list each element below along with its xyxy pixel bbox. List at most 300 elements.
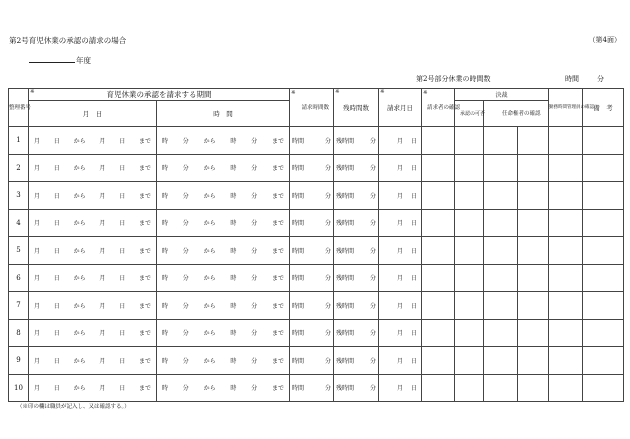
remarks-cell[interactable] — [583, 154, 624, 182]
appointer-confirm-cell[interactable] — [484, 347, 518, 375]
table-row — [9, 347, 624, 375]
until-label: まで — [271, 137, 284, 145]
attendance-confirm-cell[interactable] — [549, 154, 583, 182]
hour-label: 時 — [230, 192, 237, 200]
month-label: 月 — [99, 247, 106, 255]
appointer-confirm-cell-2[interactable] — [518, 347, 549, 375]
approval-cell[interactable] — [455, 319, 484, 347]
month-label: 月 — [99, 385, 106, 393]
day-label: 日 — [410, 302, 417, 310]
hour-label: 時 — [162, 302, 169, 310]
day-label: 日 — [410, 247, 417, 255]
row-number: 5 — [9, 237, 29, 265]
month-label: 月 — [99, 330, 106, 338]
minute-label: 分 — [324, 165, 331, 173]
appointer-confirm-cell[interactable] — [484, 319, 518, 347]
hour-label: 時 — [230, 220, 237, 228]
hour-label: 時 — [230, 385, 237, 393]
hour-label: 時 — [162, 385, 169, 393]
appointer-confirm-cell-2[interactable] — [518, 374, 549, 402]
minute-label: 分 — [182, 165, 189, 173]
date-range-cell[interactable] — [29, 292, 157, 320]
day-label: 日 — [53, 330, 60, 338]
day-label: 日 — [410, 137, 417, 145]
requester-confirm-cell[interactable] — [422, 264, 455, 292]
day-label: 日 — [119, 330, 126, 338]
until-label: まで — [138, 247, 151, 255]
requested-hours-cell[interactable] — [290, 264, 334, 292]
requested-hours-cell[interactable] — [290, 182, 334, 210]
request-date-cell[interactable] — [379, 237, 422, 265]
remaining-label: 残時間 — [336, 192, 355, 200]
time-range-cell[interactable] — [157, 209, 290, 237]
approval-cell[interactable] — [455, 182, 484, 210]
month-label: 月 — [99, 192, 106, 200]
day-label: 日 — [119, 165, 126, 173]
request-date-cell[interactable] — [379, 127, 422, 155]
remaining-label: 残時間 — [336, 330, 355, 338]
remaining-hours-cell[interactable] — [334, 264, 379, 292]
month-label: 月 — [34, 385, 41, 393]
request-date-label: 請求月日 — [387, 104, 413, 112]
day-label: 日 — [53, 137, 60, 145]
minute-label: 分 — [369, 302, 376, 310]
appointer-confirm-label: 任命権者の確認 — [502, 110, 541, 117]
star-mark: ※ — [380, 89, 385, 95]
time-range-cell[interactable] — [157, 154, 290, 182]
time-range-cell[interactable] — [157, 292, 290, 320]
from-label: から — [73, 137, 86, 145]
request-date-cell[interactable] — [379, 292, 422, 320]
attendance-confirm-cell[interactable] — [549, 182, 583, 210]
appointer-confirm-cell-2[interactable] — [518, 127, 549, 155]
remarks-cell[interactable] — [583, 374, 624, 402]
time-header: 時 間 — [157, 101, 290, 127]
minute-label: 分 — [324, 330, 331, 338]
day-label: 日 — [410, 357, 417, 365]
minute-label: 分 — [369, 192, 376, 200]
remaining-label: 残時間 — [336, 165, 355, 173]
row-number: 7 — [9, 292, 29, 320]
requested-hours-cell[interactable] — [290, 154, 334, 182]
minute-label: 分 — [251, 275, 258, 283]
attendance-confirm-cell[interactable] — [549, 127, 583, 155]
date-range-cell[interactable] — [29, 209, 157, 237]
attendance-confirm-cell[interactable] — [549, 237, 583, 265]
period-group-label: 育児休業の承認を請求する期間 — [106, 90, 212, 99]
day-label: 日 — [119, 275, 126, 283]
hour-label: 時 — [230, 137, 237, 145]
until-label: まで — [138, 165, 151, 173]
requested-hours-label: 請求時間数 — [301, 104, 330, 111]
footer-note: （※印の欄は職員が記入し、又は確認する。） — [17, 404, 130, 410]
from-label: から — [203, 302, 216, 310]
table-row — [9, 154, 624, 182]
day-label: 日 — [119, 247, 126, 255]
requester-confirm-label: 請求者の確認 — [427, 104, 461, 111]
until-label: まで — [138, 192, 151, 200]
day-label: 日 — [53, 192, 60, 200]
minute-label: 分 — [251, 302, 258, 310]
minute-label: 分 — [182, 385, 189, 393]
minute-label: 分 — [369, 137, 376, 145]
month-label: 月 — [99, 165, 106, 173]
hour-label: 時 — [162, 330, 169, 338]
remarks-cell[interactable] — [583, 292, 624, 320]
remarks-cell[interactable] — [583, 264, 624, 292]
day-label: 日 — [119, 220, 126, 228]
remaining-hours-cell[interactable] — [334, 209, 379, 237]
requester-confirm-cell[interactable] — [422, 374, 455, 402]
day-label: 日 — [53, 220, 60, 228]
attendance-confirm-cell[interactable] — [549, 374, 583, 402]
hour-label: 時 — [230, 357, 237, 365]
appointer-confirm-cell-2[interactable] — [518, 209, 549, 237]
approval-cell[interactable] — [455, 154, 484, 182]
minute-label: 分 — [369, 220, 376, 228]
month-label: 月 — [396, 275, 403, 283]
month-label: 月 — [34, 247, 41, 255]
appointer-confirm-cell[interactable] — [484, 127, 518, 155]
day-label: 日 — [410, 330, 417, 338]
request-date-cell[interactable] — [379, 209, 422, 237]
page-number: （第4面） — [588, 36, 621, 44]
month-label: 月 — [99, 275, 106, 283]
date-range-cell[interactable] — [29, 154, 157, 182]
minute-label: 分 — [251, 247, 258, 255]
minute-label: 分 — [182, 137, 189, 145]
from-label: から — [203, 192, 216, 200]
month-label: 月 — [34, 192, 41, 200]
from-label: から — [73, 247, 86, 255]
remaining-hours-cell[interactable] — [334, 292, 379, 320]
month-label: 月 — [396, 192, 403, 200]
approval-cell[interactable] — [455, 237, 484, 265]
request-date-header — [379, 89, 422, 127]
requested-hours-cell[interactable] — [290, 347, 334, 375]
minute-label: 分 — [251, 357, 258, 365]
until-label: まで — [138, 330, 151, 338]
requester-confirm-cell[interactable] — [422, 154, 455, 182]
remaining-label: 残時間 — [336, 275, 355, 283]
time-label: 時間 — [292, 330, 305, 338]
minute-label: 分 — [324, 302, 331, 310]
time-range-cell[interactable] — [157, 237, 290, 265]
time-range-cell[interactable] — [157, 319, 290, 347]
from-label: から — [203, 275, 216, 283]
minute-label: 分 — [251, 137, 258, 145]
row-number: 9 — [9, 347, 29, 375]
request-date-cell[interactable] — [379, 182, 422, 210]
remaining-label: 残時間 — [336, 137, 355, 145]
appointer-confirm-cell-2[interactable] — [518, 319, 549, 347]
time-label: 時間 — [292, 192, 305, 200]
approval-cell[interactable] — [455, 374, 484, 402]
hour-label: 時 — [230, 330, 237, 338]
hour-label: 時 — [162, 275, 169, 283]
approval-cell[interactable] — [455, 209, 484, 237]
approval-cell[interactable] — [455, 264, 484, 292]
day-label: 日 — [53, 302, 60, 310]
hour-label: 時 — [162, 165, 169, 173]
day-label: 日 — [119, 357, 126, 365]
remaining-label: 残時間 — [336, 357, 355, 365]
month-label: 月 — [396, 137, 403, 145]
attendance-confirm-cell[interactable] — [549, 347, 583, 375]
day-label: 日 — [53, 385, 60, 393]
minute-label: 分 — [251, 165, 258, 173]
day-label: 日 — [119, 302, 126, 310]
day-label: 日 — [53, 165, 60, 173]
hour-label: 時 — [162, 357, 169, 365]
date-range-cell[interactable] — [29, 237, 157, 265]
table-row — [9, 292, 624, 320]
month-label: 月 — [34, 220, 41, 228]
from-label: から — [203, 220, 216, 228]
remarks-cell[interactable] — [583, 319, 624, 347]
time-label: 時間 — [292, 385, 305, 393]
date-range-cell[interactable] — [29, 347, 157, 375]
from-label: から — [73, 220, 86, 228]
from-label: から — [73, 302, 86, 310]
minute-label: 分 — [251, 192, 258, 200]
row-number: 10 — [9, 374, 29, 402]
date-range-cell[interactable] — [29, 264, 157, 292]
until-label: まで — [271, 247, 284, 255]
requester-confirm-cell[interactable] — [422, 209, 455, 237]
requested-hours-cell[interactable] — [290, 292, 334, 320]
until-label: まで — [271, 385, 284, 393]
date-header: 月 日 — [29, 101, 157, 127]
from-label: から — [73, 357, 86, 365]
table-row — [9, 209, 624, 237]
requester-confirm-cell[interactable] — [422, 347, 455, 375]
from-label: から — [203, 165, 216, 173]
minute-label: 分 — [182, 330, 189, 338]
from-label: から — [203, 330, 216, 338]
time-range-cell[interactable] — [157, 374, 290, 402]
remaining-label: 残時間 — [336, 220, 355, 228]
appointer-confirm-cell-2[interactable] — [518, 292, 549, 320]
appointer-confirm-cell[interactable] — [484, 209, 518, 237]
minute-label: 分 — [182, 192, 189, 200]
minute-label: 分 — [324, 275, 331, 283]
time-label: 時間 — [292, 275, 305, 283]
attendance-confirm-cell[interactable] — [549, 264, 583, 292]
from-label: から — [203, 247, 216, 255]
remaining-hours-cell[interactable] — [334, 127, 379, 155]
remaining-hours-header — [334, 89, 379, 127]
day-label: 日 — [53, 357, 60, 365]
attendance-confirm-header: 勤務時間管理員の確認 — [549, 89, 583, 127]
requested-hours-cell[interactable] — [290, 127, 334, 155]
time-label: 時間 — [292, 357, 305, 365]
month-label: 月 — [34, 330, 41, 338]
from-label: から — [73, 330, 86, 338]
minute-label: 分 — [324, 247, 331, 255]
minute-label: 分 — [182, 247, 189, 255]
appointer-confirm-cell[interactable] — [484, 237, 518, 265]
requester-confirm-cell[interactable] — [422, 319, 455, 347]
requested-hours-header — [290, 89, 334, 127]
year-label: 年度 — [76, 56, 91, 65]
appointer-confirm-cell-2[interactable] — [518, 182, 549, 210]
appointer-confirm-cell[interactable] — [484, 292, 518, 320]
until-label: まで — [138, 357, 151, 365]
remaining-hours-cell[interactable] — [334, 182, 379, 210]
minute-label: 分 — [324, 192, 331, 200]
remaining-hours-cell[interactable] — [334, 374, 379, 402]
until-label: まで — [138, 137, 151, 145]
requested-hours-cell[interactable] — [290, 209, 334, 237]
requester-confirm-cell[interactable] — [422, 292, 455, 320]
row-number: 6 — [9, 264, 29, 292]
from-label: から — [203, 137, 216, 145]
remaining-hours-cell[interactable] — [334, 154, 379, 182]
month-label: 月 — [34, 165, 41, 173]
remarks-cell[interactable] — [583, 127, 624, 155]
time-label: 時間 — [292, 165, 305, 173]
row-number: 2 — [9, 154, 29, 182]
requested-hours-cell[interactable] — [290, 374, 334, 402]
requested-hours-cell[interactable] — [290, 237, 334, 265]
star-mark: ※ — [291, 90, 296, 96]
time-label: 時間 — [292, 247, 305, 255]
date-range-cell[interactable] — [29, 319, 157, 347]
from-label: から — [73, 275, 86, 283]
time-range-cell[interactable] — [157, 127, 290, 155]
remarks-header: 備 考 — [583, 89, 624, 127]
month-label: 月 — [99, 357, 106, 365]
attendance-confirm-cell[interactable] — [549, 292, 583, 320]
time-label: 時間 — [292, 220, 305, 228]
month-label: 月 — [34, 357, 41, 365]
request-date-cell[interactable] — [379, 154, 422, 182]
table-row — [9, 264, 624, 292]
until-label: まで — [271, 275, 284, 283]
time-range-cell[interactable] — [157, 347, 290, 375]
decision-group-header: 決裁 — [455, 89, 549, 101]
appointer-confirm-cell[interactable] — [484, 264, 518, 292]
month-label: 月 — [396, 165, 403, 173]
from-label: から — [73, 192, 86, 200]
remaining-hours-cell[interactable] — [334, 319, 379, 347]
hour-label: 時 — [162, 137, 169, 145]
day-label: 日 — [53, 275, 60, 283]
year-blank-line — [29, 62, 75, 63]
day-label: 日 — [119, 385, 126, 393]
minute-label: 分 — [182, 357, 189, 365]
appointer-confirm-cell-2[interactable] — [518, 264, 549, 292]
appointer-confirm-cell[interactable] — [484, 374, 518, 402]
approval-cell[interactable] — [455, 347, 484, 375]
serial-number-header: 整理番号 — [9, 89, 29, 127]
table-row — [9, 237, 624, 265]
minute-label: 分 — [182, 302, 189, 310]
month-label: 月 — [99, 302, 106, 310]
until-label: まで — [271, 220, 284, 228]
day-label: 日 — [53, 247, 60, 255]
remarks-cell[interactable] — [583, 209, 624, 237]
date-range-cell[interactable] — [29, 127, 157, 155]
time-label: 時間 — [292, 302, 305, 310]
day-label: 日 — [119, 137, 126, 145]
minute-label: 分 — [369, 165, 376, 173]
from-label: から — [73, 385, 86, 393]
request-date-cell[interactable] — [379, 319, 422, 347]
remarks-cell[interactable] — [583, 347, 624, 375]
month-label: 月 — [99, 137, 106, 145]
remarks-cell[interactable] — [583, 237, 624, 265]
minutes-unit-label: 分 — [597, 75, 604, 83]
hour-label: 時 — [230, 302, 237, 310]
row-number: 4 — [9, 209, 29, 237]
appointer-confirm-cell[interactable] — [484, 182, 518, 210]
request-date-cell[interactable] — [379, 347, 422, 375]
until-label: まで — [271, 357, 284, 365]
attendance-confirm-cell[interactable] — [549, 209, 583, 237]
time-range-cell[interactable] — [157, 264, 290, 292]
until-label: まで — [271, 330, 284, 338]
date-range-cell[interactable] — [29, 182, 157, 210]
hour-label: 時 — [230, 275, 237, 283]
until-label: まで — [271, 192, 284, 200]
approval-cell[interactable] — [455, 292, 484, 320]
minute-label: 分 — [369, 247, 376, 255]
row-number: 8 — [9, 319, 29, 347]
time-label: 時間 — [292, 137, 305, 145]
table-row — [9, 319, 624, 347]
remaining-label: 残時間 — [336, 302, 355, 310]
approval-cell[interactable] — [455, 127, 484, 155]
remarks-cell[interactable] — [583, 182, 624, 210]
until-label: まで — [138, 220, 151, 228]
hour-label: 時 — [162, 247, 169, 255]
minute-label: 分 — [369, 330, 376, 338]
appointer-confirm-cell-2[interactable] — [518, 237, 549, 265]
time-range-cell[interactable] — [157, 182, 290, 210]
minute-label: 分 — [182, 220, 189, 228]
hour-label: 時 — [162, 220, 169, 228]
date-range-cell[interactable] — [29, 374, 157, 402]
requester-confirm-cell[interactable] — [422, 127, 455, 155]
month-label: 月 — [34, 302, 41, 310]
requested-hours-cell[interactable] — [290, 319, 334, 347]
month-label: 月 — [34, 137, 41, 145]
attendance-confirm-cell[interactable] — [549, 319, 583, 347]
request-date-cell[interactable] — [379, 264, 422, 292]
table-row — [9, 182, 624, 210]
minute-label: 分 — [324, 220, 331, 228]
table-row — [9, 127, 624, 155]
requester-confirm-cell[interactable] — [422, 237, 455, 265]
remaining-hours-cell[interactable] — [334, 237, 379, 265]
table-row — [9, 374, 624, 402]
minute-label: 分 — [251, 220, 258, 228]
remaining-hours-cell[interactable] — [334, 347, 379, 375]
star-mark: ※ — [423, 90, 428, 96]
minute-label: 分 — [369, 385, 376, 393]
appointer-confirm-cell[interactable] — [484, 154, 518, 182]
requester-confirm-cell[interactable] — [422, 182, 455, 210]
request-date-cell[interactable] — [379, 374, 422, 402]
appointer-confirm-cell-2[interactable] — [518, 154, 549, 182]
period-group-header — [29, 89, 290, 101]
remaining-label: 残時間 — [336, 385, 355, 393]
until-label: まで — [138, 385, 151, 393]
from-label: から — [203, 385, 216, 393]
hour-label: 時 — [230, 247, 237, 255]
